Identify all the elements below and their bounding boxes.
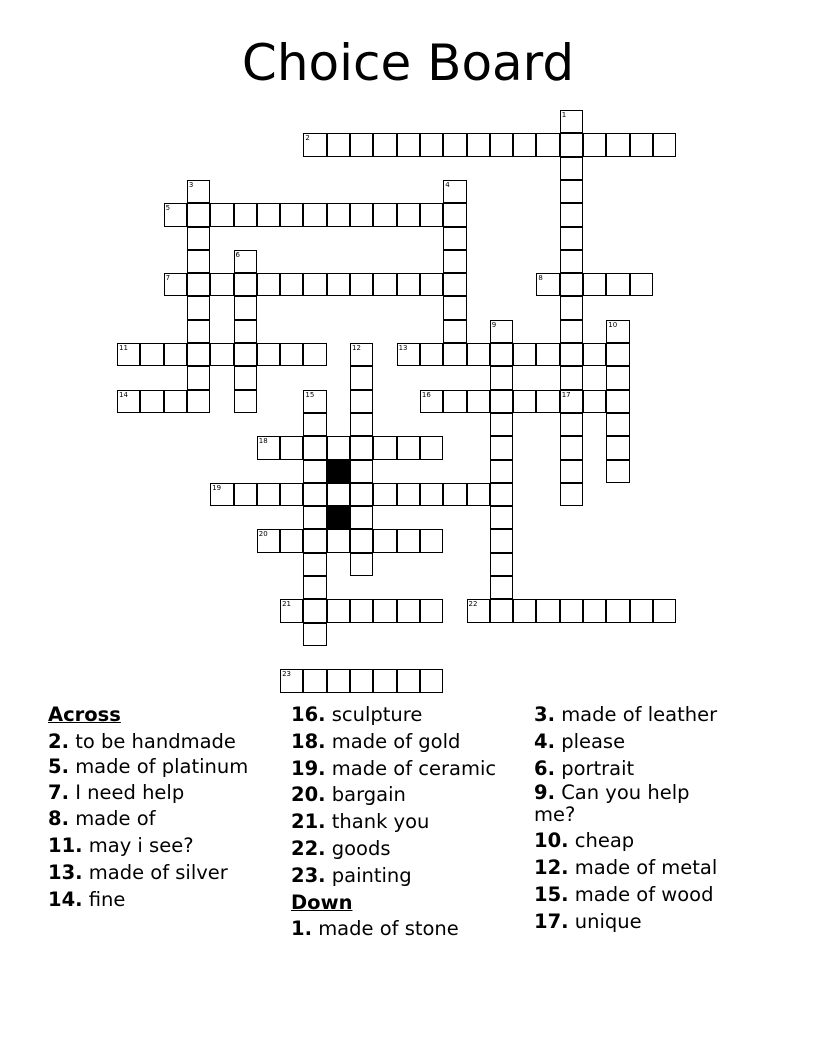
grid-cell[interactable] <box>327 669 350 692</box>
clue-across-18[interactable]: 18. made of gold <box>291 729 461 753</box>
clue-down-6[interactable]: 6. portrait <box>534 756 635 780</box>
clue-column-3 <box>534 702 774 936</box>
grid-cell[interactable] <box>187 180 210 203</box>
grid-cell[interactable] <box>490 483 513 506</box>
clue-across-22[interactable]: 22. goods <box>291 836 391 860</box>
grid-cell[interactable] <box>373 529 396 552</box>
grid-cell[interactable] <box>257 483 280 506</box>
grid-cell[interactable] <box>210 203 233 226</box>
cell-number: 15 <box>305 390 315 399</box>
grid-cell[interactable] <box>257 273 280 296</box>
grid-cell[interactable] <box>560 413 583 436</box>
cell-number: 23 <box>282 670 292 679</box>
clue-across-7[interactable]: 7. I need help <box>48 780 185 804</box>
grid-cell[interactable] <box>490 366 513 389</box>
grid-cell[interactable] <box>187 227 210 250</box>
cell-number: 9 <box>491 320 497 329</box>
grid-cell[interactable] <box>327 529 350 552</box>
grid-cell[interactable] <box>397 529 420 552</box>
grid-cell[interactable] <box>513 599 536 622</box>
grid-cell[interactable] <box>606 273 629 296</box>
cell-number: 20 <box>258 530 268 539</box>
grid-cell[interactable] <box>420 133 443 156</box>
grid-cell[interactable] <box>303 483 326 506</box>
grid-cell[interactable] <box>303 273 326 296</box>
grid-cell[interactable] <box>536 599 559 622</box>
grid-cell[interactable] <box>187 273 210 296</box>
grid-cell[interactable] <box>327 483 350 506</box>
grid-cell[interactable] <box>187 320 210 343</box>
grid-cell[interactable] <box>606 390 629 413</box>
across-header: Across <box>48 703 121 726</box>
grid-cell[interactable] <box>467 599 490 622</box>
grid-cell[interactable] <box>630 273 653 296</box>
grid-cell[interactable] <box>303 460 326 483</box>
grid-cell[interactable] <box>327 436 350 459</box>
grid-cell[interactable] <box>280 343 303 366</box>
grid-cell[interactable] <box>257 529 280 552</box>
grid-cell[interactable] <box>303 506 326 529</box>
grid-cell[interactable] <box>397 133 420 156</box>
cell-number: 13 <box>398 344 408 352</box>
grid-cell[interactable] <box>560 483 583 506</box>
grid-cell[interactable] <box>606 320 629 343</box>
grid-cell[interactable] <box>303 343 326 366</box>
grid-cell[interactable] <box>373 203 396 226</box>
grid-cell[interactable] <box>280 599 303 622</box>
grid-cell[interactable] <box>280 669 303 692</box>
grid-cell[interactable] <box>350 133 373 156</box>
grid-cell[interactable] <box>630 599 653 622</box>
grid-cell[interactable] <box>606 436 629 459</box>
grid-cell[interactable] <box>373 133 396 156</box>
grid-cell[interactable] <box>490 133 513 156</box>
grid-cell[interactable] <box>373 273 396 296</box>
grid-cell[interactable] <box>536 343 559 366</box>
grid-cell[interactable] <box>443 133 466 156</box>
grid-cell[interactable] <box>420 436 443 459</box>
grid-cell[interactable] <box>606 599 629 622</box>
clue-across-11[interactable]: 11. may i see? <box>48 834 194 858</box>
clue-across-16[interactable]: 16. sculpture <box>291 703 423 726</box>
grid-cell[interactable] <box>350 599 373 622</box>
grid-cell[interactable] <box>653 133 676 156</box>
grid-cell[interactable] <box>560 133 583 156</box>
clue-down-15[interactable]: 15. made of wood <box>534 882 714 906</box>
grid-cell[interactable] <box>234 366 257 389</box>
grid-cell[interactable] <box>303 599 326 622</box>
grid-cell[interactable] <box>303 623 326 646</box>
grid-cell[interactable] <box>513 343 536 366</box>
grid-cell[interactable] <box>303 553 326 576</box>
grid-cell[interactable] <box>350 436 373 459</box>
grid-cell[interactable] <box>606 460 629 483</box>
grid-cell[interactable] <box>443 250 466 273</box>
grid-cell[interactable] <box>606 133 629 156</box>
clue-down-4[interactable]: 4. please <box>534 729 626 753</box>
grid-cell[interactable] <box>490 553 513 576</box>
grid-cell[interactable] <box>536 273 559 296</box>
grid-cell[interactable] <box>373 599 396 622</box>
grid-cell[interactable] <box>210 483 233 506</box>
clue-across-21[interactable]: 21. thank you <box>291 810 430 834</box>
grid-cell[interactable] <box>467 390 490 413</box>
grid-cell[interactable] <box>350 460 373 483</box>
cell-number: 6 <box>235 250 240 259</box>
cell-number: 17 <box>561 390 571 399</box>
cell-number: 10 <box>608 320 618 329</box>
grid-cell[interactable] <box>513 133 536 156</box>
grid-cell[interactable] <box>443 227 466 250</box>
grid-cell[interactable] <box>280 273 303 296</box>
grid-cell[interactable] <box>234 483 257 506</box>
grid-cell[interactable] <box>234 343 257 366</box>
grid-cell[interactable] <box>303 436 326 459</box>
grid-cell[interactable] <box>280 483 303 506</box>
grid-cell[interactable] <box>187 390 210 413</box>
grid-cell[interactable] <box>420 483 443 506</box>
clue-down-3[interactable]: 3. made of leather <box>534 703 718 726</box>
grid-cell[interactable] <box>490 390 513 413</box>
grid-cell[interactable] <box>560 366 583 389</box>
grid-cell[interactable] <box>397 669 420 692</box>
grid-cell[interactable] <box>420 390 443 413</box>
grid-cell[interactable] <box>280 436 303 459</box>
grid-cell[interactable] <box>234 250 257 273</box>
grid-cell[interactable] <box>536 390 559 413</box>
grid-cell[interactable] <box>327 203 350 226</box>
grid-cell[interactable] <box>234 296 257 319</box>
grid-cell[interactable] <box>350 529 373 552</box>
grid-cell[interactable] <box>443 296 466 319</box>
grid-cell[interactable] <box>234 273 257 296</box>
grid-cell[interactable] <box>490 343 513 366</box>
grid-cell[interactable] <box>467 133 490 156</box>
grid-cell[interactable] <box>164 273 187 296</box>
cell-number: 16 <box>421 390 431 399</box>
grid-cell[interactable] <box>373 436 396 459</box>
grid-cell[interactable] <box>443 343 466 366</box>
grid-cell[interactable] <box>443 203 466 226</box>
grid-cell[interactable] <box>560 227 583 250</box>
grid-cell[interactable] <box>327 273 350 296</box>
grid-cell[interactable] <box>210 343 233 366</box>
clue-column-1 <box>48 702 273 914</box>
cell-number: 7 <box>165 274 171 283</box>
grid-cell[interactable] <box>397 203 420 226</box>
grid-cell[interactable] <box>467 343 490 366</box>
clue-across-5[interactable]: 5. made of platinum <box>48 754 249 778</box>
grid-cell[interactable] <box>560 250 583 273</box>
clue-across-19[interactable]: 19. made of ceramic <box>291 756 497 780</box>
grid-cell[interactable] <box>420 203 443 226</box>
clue-across-20[interactable]: 20. bargain <box>291 783 406 807</box>
grid-cell[interactable] <box>467 483 490 506</box>
grid-cell[interactable] <box>234 390 257 413</box>
clue-across-14[interactable]: 14. fine <box>48 887 126 911</box>
grid-cell[interactable] <box>350 669 373 692</box>
cell-number: 14 <box>119 390 128 399</box>
grid-cell[interactable] <box>443 390 466 413</box>
grid-cell[interactable] <box>164 390 187 413</box>
grid-cell[interactable] <box>560 296 583 319</box>
cell-number: 5 <box>165 204 171 213</box>
grid-cell[interactable] <box>140 390 163 413</box>
grid-cell[interactable] <box>490 413 513 436</box>
grid-cell[interactable] <box>140 343 163 366</box>
grid-cell[interactable] <box>303 390 326 413</box>
grid-cell[interactable] <box>443 180 466 203</box>
grid-cell[interactable] <box>280 203 303 226</box>
cell-number: 1 <box>561 111 567 119</box>
grid-cell[interactable] <box>560 157 583 180</box>
grid-cell[interactable] <box>397 273 420 296</box>
grid-cell[interactable] <box>303 529 326 552</box>
grid-cell[interactable] <box>350 390 373 413</box>
grid-cell[interactable] <box>583 343 606 366</box>
grid-cell[interactable] <box>560 343 583 366</box>
cell-number: 4 <box>445 180 450 189</box>
grid-cell[interactable] <box>536 133 559 156</box>
grid-cell[interactable] <box>397 483 420 506</box>
clue-across-2[interactable]: 2. to be handmade <box>48 729 236 753</box>
grid-cell[interactable] <box>560 390 583 413</box>
grid-cell[interactable] <box>303 203 326 226</box>
grid-cell[interactable] <box>257 203 280 226</box>
cell-number: 19 <box>212 483 222 492</box>
grid-cell[interactable] <box>583 133 606 156</box>
grid-cell[interactable] <box>490 599 513 622</box>
grid-cell[interactable] <box>583 390 606 413</box>
grid-cell[interactable] <box>234 203 257 226</box>
grid-cell[interactable] <box>490 506 513 529</box>
grid-cell[interactable] <box>420 273 443 296</box>
cell-number: 2 <box>305 134 310 143</box>
grid-cell[interactable] <box>653 599 676 622</box>
cell-number: 18 <box>258 437 268 446</box>
grid-cell[interactable] <box>443 483 466 506</box>
grid-cell[interactable] <box>164 343 187 366</box>
grid-cell[interactable] <box>210 273 233 296</box>
grid-cell[interactable] <box>303 413 326 436</box>
cell-number: 12 <box>352 344 361 352</box>
grid-cell[interactable] <box>583 599 606 622</box>
clue-column-2 <box>291 702 516 943</box>
grid-cell[interactable] <box>606 413 629 436</box>
grid-cell[interactable] <box>187 296 210 319</box>
clue-down-10[interactable]: 10. cheap <box>534 829 635 853</box>
grid-cell[interactable] <box>187 366 210 389</box>
black-cell <box>327 506 350 529</box>
grid-cell[interactable] <box>443 273 466 296</box>
grid-cell[interactable] <box>350 343 373 366</box>
grid-cell[interactable] <box>350 506 373 529</box>
grid-cell[interactable] <box>373 483 396 506</box>
cell-number: 8 <box>538 274 543 283</box>
grid-cell[interactable] <box>443 320 466 343</box>
grid-cell[interactable] <box>560 599 583 622</box>
grid-cell[interactable] <box>420 669 443 692</box>
grid-cell[interactable] <box>490 320 513 343</box>
grid-cell[interactable] <box>117 390 140 413</box>
grid-cell[interactable] <box>257 343 280 366</box>
grid-cell[interactable] <box>327 133 350 156</box>
grid-cell[interactable] <box>397 436 420 459</box>
page-title: Choice Board <box>241 34 575 92</box>
down-header: Down <box>291 890 353 914</box>
grid-cell[interactable] <box>630 133 653 156</box>
black-cell <box>327 460 350 483</box>
grid-cell[interactable] <box>513 390 536 413</box>
grid-cell[interactable] <box>490 460 513 483</box>
grid-cell[interactable] <box>373 669 396 692</box>
grid-cell[interactable] <box>327 599 350 622</box>
grid-cell[interactable] <box>303 133 326 156</box>
grid-cell[interactable] <box>117 343 140 366</box>
grid-cell[interactable] <box>350 273 373 296</box>
grid-cell[interactable] <box>560 110 583 133</box>
grid-cell[interactable] <box>350 483 373 506</box>
clue-down-9[interactable]: 9. Can you help me? <box>534 781 690 827</box>
grid-cell[interactable] <box>187 343 210 366</box>
grid-cell[interactable] <box>560 320 583 343</box>
grid-cell[interactable] <box>164 203 187 226</box>
grid-cell[interactable] <box>560 273 583 296</box>
grid-cell[interactable] <box>490 529 513 552</box>
grid-cell[interactable] <box>257 436 280 459</box>
grid-cell[interactable] <box>350 413 373 436</box>
clue-down-17[interactable]: 17. unique <box>534 909 642 933</box>
grid-cell[interactable] <box>303 576 326 599</box>
clue-down-12[interactable]: 12. made of metal <box>534 856 718 880</box>
grid-cell[interactable] <box>420 529 443 552</box>
grid-cell[interactable] <box>560 180 583 203</box>
cell-number: 21 <box>282 600 292 609</box>
grid-cell[interactable] <box>303 669 326 692</box>
grid-cell[interactable] <box>187 203 210 226</box>
cell-number: 22 <box>468 600 478 609</box>
grid-cell[interactable] <box>560 203 583 226</box>
cell-number: 3 <box>188 180 194 189</box>
grid-cell[interactable] <box>490 436 513 459</box>
grid-cell[interactable] <box>583 273 606 296</box>
grid-cell[interactable] <box>350 553 373 576</box>
grid-cell[interactable] <box>234 320 257 343</box>
grid-cell[interactable] <box>490 576 513 599</box>
grid-cell[interactable] <box>420 599 443 622</box>
grid-cell[interactable] <box>280 529 303 552</box>
grid-cell[interactable] <box>606 343 629 366</box>
grid-cell[interactable] <box>560 436 583 459</box>
clue-across-8[interactable]: 8. made of <box>48 807 156 831</box>
grid-cell[interactable] <box>350 203 373 226</box>
grid-cell[interactable] <box>397 343 420 366</box>
clue-down-1[interactable]: 1. made of stone <box>291 917 459 941</box>
clue-across-13[interactable]: 13. made of silver <box>48 860 228 884</box>
cell-number: 11 <box>119 344 128 352</box>
grid-cell[interactable] <box>420 343 443 366</box>
grid-cell[interactable] <box>560 460 583 483</box>
grid-cell[interactable] <box>606 366 629 389</box>
grid-cell[interactable] <box>187 250 210 273</box>
grid-cell[interactable] <box>397 599 420 622</box>
grid-cell[interactable] <box>350 366 373 389</box>
clue-across-23[interactable]: 23. painting <box>291 863 412 887</box>
